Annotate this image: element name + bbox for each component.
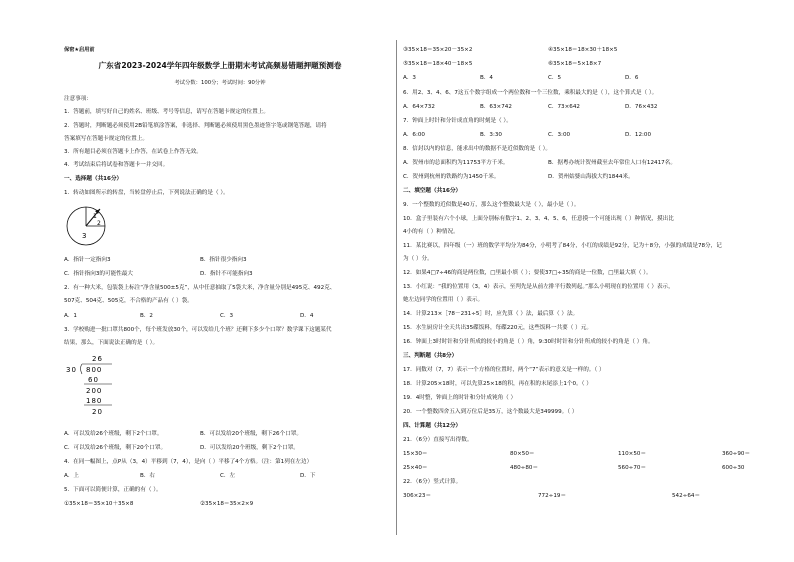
q3-option-a: A．可以发给26个班级，剩下2个口罩。 xyxy=(64,431,163,437)
q8-option-c: C．贺州到杭州的铁路约为1450千米。 xyxy=(403,174,500,180)
question-10: 10．盒子里装有六个小球，上面分别标有数字1、2、3、4、5、6，任意摸一个可能出现（ ）种情况，摸出比 xyxy=(403,216,674,222)
calc-item: 306×23＝ xyxy=(403,493,432,499)
note-item: 答案填写在答题卡规定的位置上。 xyxy=(64,136,148,142)
division-divisor: 30 xyxy=(66,366,77,374)
q3-option-d: D．可以发给20个班级，剩下2个口罩。 xyxy=(200,445,299,451)
q5-option-d: D．6 xyxy=(625,75,639,81)
q5-option-c: C．5 xyxy=(548,75,562,81)
question-11: 11．某比赛以，四年级（一）班的数学平均分为84分，小明考了84分，小红的成绩是92分，记为＋8分，小强的成绩是78分，记 xyxy=(403,243,722,249)
q1-option-b: B．指针很少指向3 xyxy=(200,257,247,263)
question-11-cont: 为（ ）分。 xyxy=(403,256,433,262)
question-2: 2．有一种大米，包装袋上标注“净含量500±5克”，从中任意抽取了5袋大米，净含量分别是495克、492克、 xyxy=(64,285,336,291)
question-2-cont: 507克、504克、505克，不合格的产品有（ ）袋。 xyxy=(64,298,193,304)
question-22: 22．（6分）竖式计算。 xyxy=(403,479,462,485)
note-item: 2．答题时，判断题必须使用2B铅笔填涂答案，非选择、判断题必须使用黑色墨迹签字笔或钢笔答题，请将 xyxy=(64,123,327,129)
q7-option-c: C．3:00 xyxy=(548,132,571,138)
question-13-cont: 她左边同学的位置用（ ）表示。 xyxy=(403,297,484,303)
question-3: 3．学校购进一批口罩共800个，每个班发放30个，可以发给几个班？还剩下多少个口罩？数学课下这题某代 xyxy=(64,327,332,333)
spinner-label-2: 2 xyxy=(97,220,101,227)
q7-option-b: B．3:30 xyxy=(480,132,502,138)
q5-expr-6: ⑥35×18＝5×18×7 xyxy=(548,61,602,67)
confidential-mark: 保密★启用前 xyxy=(64,47,95,53)
q5-expr-2: ②35×18＝35×2×9 xyxy=(200,501,254,507)
calc-item: 80×50＝ xyxy=(510,451,535,457)
column-divider xyxy=(396,40,397,535)
section-fill-heading: 二、填空题（共16分） xyxy=(403,188,462,194)
q8-option-a: A．贺州市的总面积约为11753平方千米。 xyxy=(403,160,509,166)
division-remainder: 20 xyxy=(92,408,103,416)
exam-title: 广东省2023-2024学年四年级数学上册期末考试高频易错题押题预测卷 xyxy=(98,61,342,70)
note-item: 1．答题前，填写好自己的姓名、班级、考号等信息，请写在答题卡规定的位置上。 xyxy=(64,109,269,115)
question-18: 18．计算205×18时，可以先算25×18的积，再在积的末尾添上1个0。（ ） xyxy=(403,381,592,387)
q5-option-b: B．4 xyxy=(480,75,493,81)
calc-item: 360÷90＝ xyxy=(722,451,751,457)
division-step-3: 180 xyxy=(86,397,103,405)
q5-expr-5: ⑤35×18＝18×40－18×5 xyxy=(403,61,473,67)
question-13: 13．小红说：“我的位置用（3，4）表示，至判先是从前左排平行数列起。”那么小明现在的位置用（ ）表示， xyxy=(403,284,674,290)
q5-expr-3: ③35×18＝35×20－35×2 xyxy=(403,47,473,53)
calc-item: 560÷70＝ xyxy=(618,465,647,471)
q1-option-d: D．指针不可能指向3 xyxy=(200,271,253,277)
q5-expr-4: ④35×18＝18×30＋18×5 xyxy=(548,47,618,53)
question-4: 4．在同一幅图上，点P从（3，4）平移到（7，4），是向（ ）平移了4个方格。（注：第1列在左边） xyxy=(64,459,313,465)
note-item: 3．所有题目必须在答题卡上作答，在试卷上作答无效。 xyxy=(64,149,202,155)
calc-item: 542÷64＝ xyxy=(672,493,701,499)
q4-option-a: A．上 xyxy=(64,473,80,479)
spinner-label-1: 1 xyxy=(93,213,97,220)
q6-option-c: C．73×642 xyxy=(548,104,580,110)
q4-option-c: C．左 xyxy=(220,473,236,479)
division-bracket xyxy=(81,364,83,374)
q7-option-d: D．12:00 xyxy=(625,132,652,138)
calc-item: 25×40＝ xyxy=(403,465,428,471)
question-7: 7．钟面上时针和分针成直角的时刻是（ ）。 xyxy=(403,118,512,124)
q6-option-a: A．64×732 xyxy=(403,104,435,110)
spinner-label-3: 3 xyxy=(82,232,87,240)
question-14: 14．计算213×［78－231÷5］时，应先算（ ）法，最后算（ ）法。 xyxy=(403,311,579,317)
q1-option-c: C．指针指向3的可能性最大 xyxy=(64,271,133,277)
calc-item: 110×50＝ xyxy=(618,451,647,457)
calc-item: 15×30＝ xyxy=(403,451,428,457)
question-9: 9．一个整数的近似数是40万，那么这个整数最大是（ ），最小是（ ）。 xyxy=(403,202,580,208)
question-16: 16．钟面上3时时针和分针所成的较小的角是（ ）角，9:30时时针和分针所成的较小的角是（ ）角。 xyxy=(403,339,654,345)
calc-item: 600÷30 xyxy=(722,465,745,471)
notes-heading: 注意事项： xyxy=(64,96,92,102)
q5-expr-1: ①35×18＝35×10＋35×8 xyxy=(64,501,134,507)
q4-option-b: B．右 xyxy=(140,473,156,479)
question-5: 5．下面可以简便计算，正确的有（ ）。 xyxy=(64,487,162,493)
q2-option-d: D．4 xyxy=(300,313,314,319)
question-20: 20．一个整数四舍五入到万位后是35万，这个数最大是349999。（ ） xyxy=(403,409,578,415)
long-division-figure xyxy=(64,353,124,425)
q4-option-d: D．下 xyxy=(300,473,316,479)
section-choice-heading: 一、选择题（共16分） xyxy=(64,176,123,182)
question-17: 17．同数对（7，7）表示一个方格的位置时，两个“7”表示的意义是一样的。（ ） xyxy=(403,367,605,373)
question-12: 12．如果4□7÷46的商是两位数，□里最小填（ ）；要使37□÷35的商是一位数，□里最大填（ ）。 xyxy=(403,270,652,276)
q2-option-c: C．3 xyxy=(220,313,234,319)
division-quotient: 26 xyxy=(92,355,103,363)
q8-option-b: B．据粤办统计贺州截至去年常住人口有12417名。 xyxy=(548,160,676,166)
question-8: 8．信封以内的信息，能求出中的数据不是近似数的是（ ）。 xyxy=(403,146,551,152)
q6-option-b: B．63×742 xyxy=(480,104,512,110)
q5-option-a: A．3 xyxy=(403,75,416,81)
calc-item: 480÷80＝ xyxy=(510,465,539,471)
division-step-1: 60 xyxy=(88,376,99,384)
question-15: 15．水生厨房计全天共出35碟饭料，每碟220元，这些饭料一共要（ ）元。 xyxy=(403,325,592,331)
exam-meta: 考试分数：100分；考试时间：90分钟 xyxy=(174,80,266,86)
section-calc-heading: 四、计算题（共12分） xyxy=(403,423,462,429)
spinner-figure xyxy=(64,201,114,249)
calc-item: 772÷19＝ xyxy=(538,493,567,499)
question-21: 21．（6分）直接写出得数。 xyxy=(403,437,473,443)
note-item: 4．考试结束后将试卷和答题卡一并交回。 xyxy=(64,162,169,168)
q3-option-c: C．可以发给26个班级，剩下20个口罩。 xyxy=(64,445,167,451)
q3-option-b: B．可以发给20个班级，剩下26个口罩。 xyxy=(200,431,302,437)
section-judge-heading: 三、判断题（共8分） xyxy=(403,353,458,359)
q1-option-a: A．指针一定指向3 xyxy=(64,257,111,263)
division-dividend: 800 xyxy=(86,366,103,374)
q8-option-d: D．贺州姑婆山海拔大约1844米。 xyxy=(548,174,634,180)
question-19: 19．4时整，钟面上的时针和分针成钝角（ ） xyxy=(403,395,517,401)
question-3-cont: 结果，那么，下面说法正确的是（ ）。 xyxy=(64,340,159,346)
q6-option-d: D．76×432 xyxy=(625,104,658,110)
question-6: 6．用2、3、4、6、7这五个数字组成一个两位数和一个三位数，乘积最大的是（ ），这个算式是（ ）。 xyxy=(403,90,658,96)
q2-option-b: B．2 xyxy=(140,313,153,319)
q2-option-a: A．1 xyxy=(64,313,77,319)
question-1: 1．转动如图所示的转盘，当转盘停止后，下列说法正确的是（ ）。 xyxy=(64,190,229,196)
division-step-2: 200 xyxy=(86,387,103,395)
q7-option-a: A．6:00 xyxy=(403,132,425,138)
question-10-cont: 4小的有（ ）种情况。 xyxy=(403,229,459,235)
